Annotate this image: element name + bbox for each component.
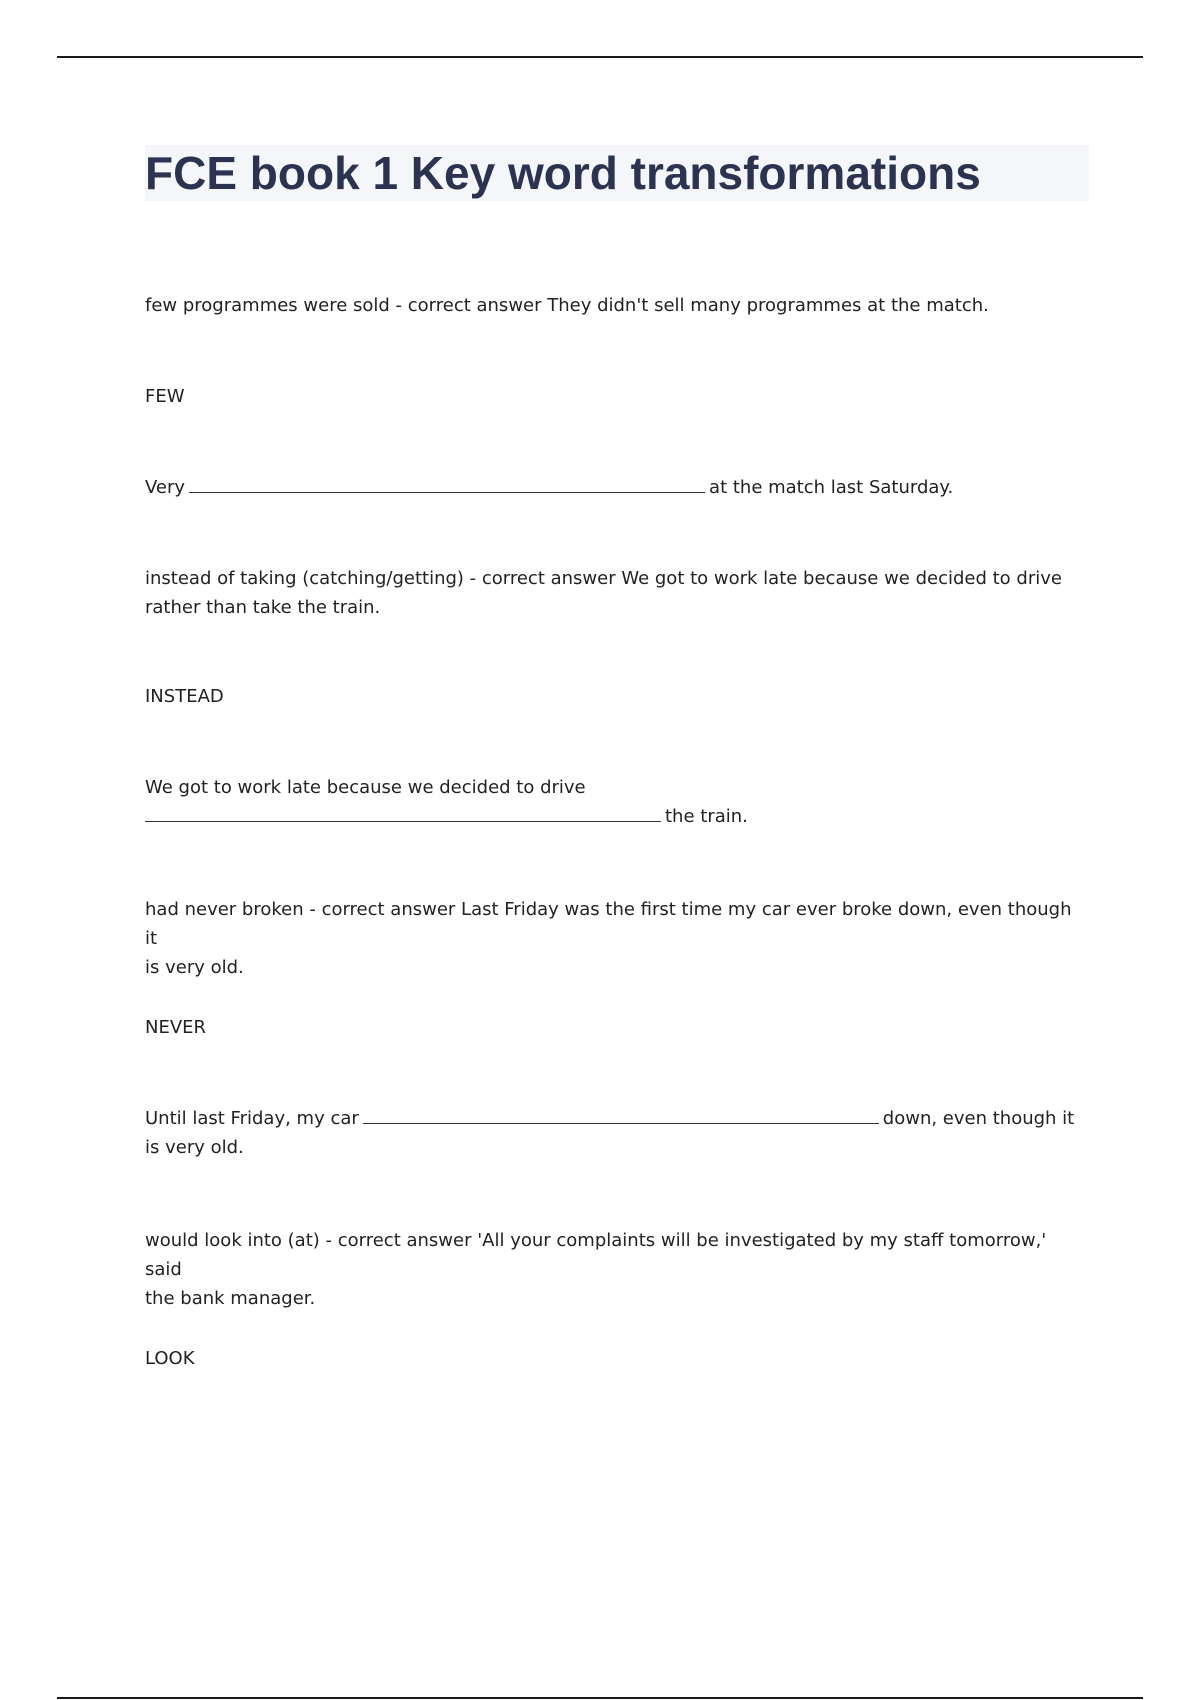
answer-blank-3 [363,1122,879,1124]
question-2-line-2: rather than take the train. [145,597,381,618]
sentence-1-start: Very [145,477,186,498]
question-3-line-1: had never broken - correct answer Last Friday was the first time my car ever broke down, even though it [145,899,1072,949]
question-1: few programmes were sold - correct answer They didn't sell many programmes at the match. [145,295,989,316]
header-rule [57,56,1143,58]
question-2-line-1: instead of taking (catching/getting) - correct answer We got to work late because we decided to drive [145,568,1062,589]
page-title: FCE book 1 Key word transformations [145,147,981,199]
question-2 [145,564,1085,622]
sentence-1 [145,473,1085,502]
sentence-1-end: at the match last Saturday. [709,477,954,498]
question-3 [145,895,1085,982]
keyword-4: LOOK [145,1348,195,1369]
question-3-line-2: is very old. [145,957,244,978]
sentence-2-end: the train. [665,806,748,827]
sentence-3-line-2: is very old. [145,1137,244,1158]
sentence-3-start: Until last Friday, my car [145,1108,359,1129]
sentence-2 [145,773,1085,831]
question-4-line-1: would look into (at) - correct answer 'All your complaints will be investigated by my staff tomorrow,' said [145,1230,1047,1280]
keyword-2: INSTEAD [145,686,224,707]
question-4 [145,1226,1085,1313]
question-4-line-2: the bank manager. [145,1288,316,1309]
keyword-1: FEW [145,386,185,407]
sentence-2-start: We got to work late because we decided to drive [145,777,586,798]
sentence-3 [145,1104,1085,1162]
answer-blank-1 [189,491,705,493]
answer-blank-2 [145,820,661,822]
sentence-3-end: down, even though it [882,1108,1075,1129]
footer-rule [57,1697,1143,1699]
keyword-3: NEVER [145,1017,207,1038]
